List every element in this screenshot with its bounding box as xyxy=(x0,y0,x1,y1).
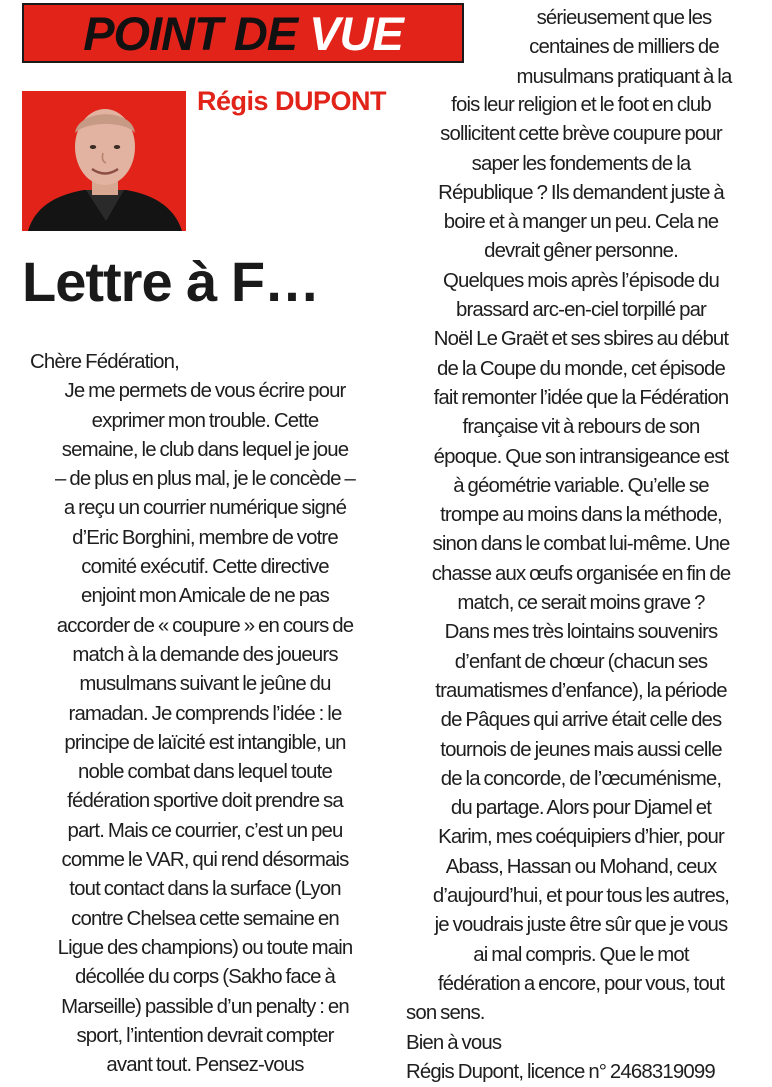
text-line: Dans mes très lointains souvenirs xyxy=(444,621,718,644)
text-line: chasse aux œufs organisée en fin de xyxy=(431,562,731,585)
signature-line: Régis Dupont, licence n° 2468319099 xyxy=(406,1060,715,1083)
text-line: devrait gêner personne. xyxy=(484,240,678,263)
article-column-right-top xyxy=(493,4,755,92)
text-line: Abass, Hassan ou Mohand, ceux xyxy=(445,855,717,878)
text-line: Ligue des champions) ou toute main xyxy=(57,936,353,959)
text-line: semaine, le club dans lequel je joue xyxy=(61,438,349,461)
author-photo xyxy=(22,91,186,231)
text-line: décollée du corps (Sakho face à xyxy=(75,966,335,989)
text-line: à géométrie variable. Qu’elle se xyxy=(453,474,709,497)
text-line: République ? Ils demandent juste à xyxy=(438,181,724,204)
text-line: Marseille) passible d’un penalty : en xyxy=(61,995,349,1018)
text-line: de la concorde, de l’œcuménisme, xyxy=(440,767,722,790)
article-column-left xyxy=(30,348,380,1080)
text-line: de Pâques qui arrive était celle des xyxy=(440,709,722,732)
text-line: époque. Que son intransigeance est xyxy=(433,445,729,468)
text-line: tournois de jeunes mais aussi celle xyxy=(440,738,722,761)
text-line: boire et à manger un peu. Cela ne xyxy=(443,211,719,234)
text-line: principe de laïcité est intangible, un xyxy=(64,731,346,754)
text-line: Noël Le Graët et ses sbires au début xyxy=(433,328,729,351)
text-line: exprimer mon trouble. Cette xyxy=(91,409,319,432)
text-line: fédération a encore, pour vous, tout xyxy=(437,972,725,995)
text-line: du partage. Alors pour Djamel et xyxy=(450,797,712,820)
rubric-word-1: POINT DE xyxy=(83,6,298,60)
text-line: a reçu un courrier numérique signé xyxy=(63,497,347,520)
text-line: avant tout. Pensez-vous xyxy=(106,1054,304,1077)
text-line: traumatismes d’enfance), la période xyxy=(435,679,727,702)
text-line: noble combat dans lequel toute xyxy=(78,761,332,784)
text-line: brassard arc-en-ciel torpillé par xyxy=(456,299,706,322)
portrait-illustration xyxy=(22,91,186,231)
text-line: Quelques mois après l’épisode du xyxy=(443,269,719,292)
text-line: contre Chelsea cette semaine en xyxy=(71,907,339,930)
text-line: de la Coupe du monde, cet épisode xyxy=(437,357,725,380)
text-line: trompe au moins dans la méthode, xyxy=(440,504,722,527)
text-line: je voudrais juste être sûr que je vous xyxy=(434,914,728,937)
text-line: match, ce serait moins grave ? xyxy=(457,592,705,615)
text-line: comme le VAR, qui rend désormais xyxy=(61,849,349,872)
text-line: d’Eric Borghini, membre de votre xyxy=(72,526,338,549)
text-line: Je me permets de vous écrire pour xyxy=(64,380,346,403)
text-line: française vit à rebours de son xyxy=(462,416,700,439)
text-line: fédération sportive doit prendre sa xyxy=(67,790,343,813)
salutation: Chère Fédération, xyxy=(30,351,179,373)
text-line: sérieusement que les xyxy=(536,7,712,29)
author-byline: Régis DUPONT xyxy=(196,86,386,116)
text-line: son sens. xyxy=(406,1002,485,1025)
text-line: fait remonter l’idée que la Fédération xyxy=(433,386,729,409)
text-line: sport, l’intention devrait compter xyxy=(76,1024,334,1047)
closing-line: Bien à vous xyxy=(406,1031,502,1054)
text-line: comité exécutif. Cette directive xyxy=(81,556,329,579)
article-column-right xyxy=(406,91,756,1087)
text-line: accorder de « coupure » en cours de xyxy=(56,614,354,637)
text-line: musulmans suivant le jeûne du xyxy=(79,673,331,696)
text-line: Karim, mes coéquipiers d’hier, pour xyxy=(438,826,724,849)
text-line: sinon dans le combat lui-même. Une xyxy=(432,533,730,556)
text-line: ramadan. Je comprends l’idée : le xyxy=(68,702,342,725)
text-line: centaines de milliers de xyxy=(529,36,719,59)
text-line: ai mal compris. Que le mot xyxy=(473,943,689,966)
text-line: match à la demande des joueurs xyxy=(72,643,338,666)
text-line: enjoint mon Amicale de ne pas xyxy=(80,585,330,608)
text-line: part. Mais ce courrier, c’est un peu xyxy=(67,819,343,842)
rubric-word-2: VUE xyxy=(309,6,403,60)
text-line: – de plus en plus mal, je le concède – xyxy=(55,468,355,491)
text-line: musulmans pratiquant à la xyxy=(516,65,732,88)
text-line: d’aujourd’hui, et pour tous les autres, xyxy=(432,885,730,908)
article-headline: Lettre à F… xyxy=(22,250,320,313)
rubric-banner xyxy=(22,3,464,63)
text-line: tout contact dans la surface (Lyon xyxy=(69,878,341,901)
text-line: saper les fondements de la xyxy=(471,152,691,175)
text-line: d’enfant de chœur (chacun ses xyxy=(454,650,708,673)
text-line: fois leur religion et le foot en club xyxy=(451,94,711,116)
text-line: sollicitent cette brève coupure pour xyxy=(440,123,722,146)
